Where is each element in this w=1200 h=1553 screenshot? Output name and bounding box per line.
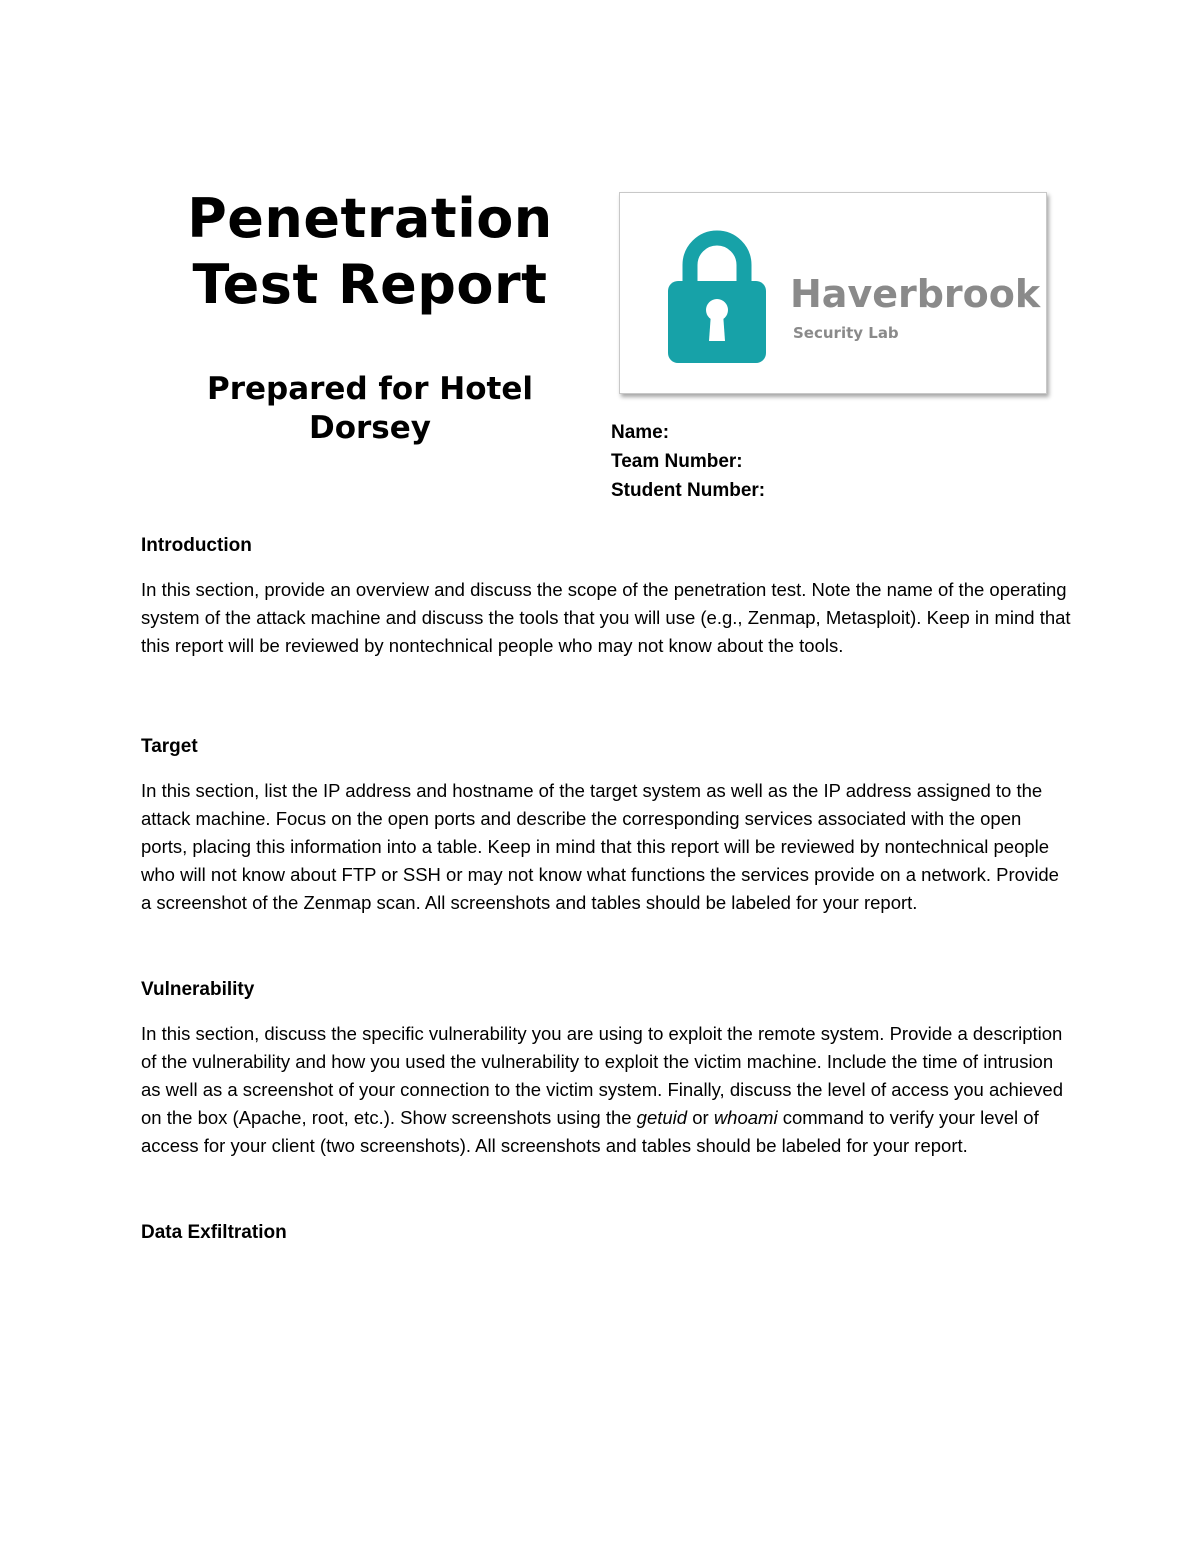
name-label: Name: xyxy=(611,422,670,443)
report-title-line-1: Penetration xyxy=(187,187,553,250)
section-paragraph: In this section, list the IP address and hostname of the target system as well as the IP address assigned to the attack machine. Focus on the open ports and describe the corresponding services associated with the open ports, placing this information into a table. Keep in mind that this report will be reviewed by nontechnical people who will not know about FTP or SSH or may not know what functions the services provide on a network. Provide a screenshot of the Zenmap scan. All screenshots and tables should be labeled for your report. xyxy=(141,779,1059,914)
report-title-line-2: Test Report xyxy=(192,253,548,316)
team-number-label: Team Number: xyxy=(611,451,743,472)
company-logo xyxy=(619,192,1047,394)
section-introduction xyxy=(141,532,1071,661)
section-paragraph: In this section, provide an overview and discuss the scope of the penetration test. Note the name of the operating system of the attack machine and discuss the tools that you will use (e.g., Zenmap, Metasploit). Keep in mind that this report will be reviewed by nontechnical people who may not know about the tools. xyxy=(141,579,1071,657)
report-title xyxy=(170,186,570,318)
title-block xyxy=(170,186,570,448)
section-target xyxy=(141,733,1071,918)
report-subtitle-line-1: Prepared for Hotel xyxy=(206,371,533,407)
section-vulnerability xyxy=(141,976,1071,1161)
section-heading: Target xyxy=(141,735,198,757)
section-heading: Vulnerability xyxy=(141,978,255,1000)
section-paragraph xyxy=(141,1020,1071,1161)
section-heading: Data Exfiltration xyxy=(141,1221,287,1243)
logo-tagline: Security Lab xyxy=(793,324,899,342)
paragraph-text: In this section, discuss the specific vulnerability you are using to exploit the remote system. Provide a description of the vulnerability and how you used the vulnerability to exploit the victim machine. Include the time of intrusion as well as a screenshot of your connection to the victim system. Finally, discuss the level of access you achieved on the box (Apache, root, etc.). Show screenshots using the xyxy=(141,1022,1064,1129)
student-number-label: Student Number: xyxy=(611,480,766,501)
paragraph-text: command to verify your level of access for your client (two screenshots). All screenshots and tables should be labeled for your report. xyxy=(141,1107,1039,1157)
section-data-exfiltration xyxy=(141,1219,1071,1247)
report-subtitle xyxy=(170,370,570,448)
section-heading: Introduction xyxy=(141,535,252,556)
command-getuid: getuid xyxy=(636,1107,688,1129)
command-whoami: whoami xyxy=(713,1107,778,1129)
paragraph-text: or xyxy=(687,1107,714,1129)
student-info-block xyxy=(611,418,765,505)
report-subtitle-line-2: Dorsey xyxy=(308,410,431,446)
report-body xyxy=(141,532,1071,1247)
logo-company-name: Haverbrook xyxy=(790,272,1041,316)
